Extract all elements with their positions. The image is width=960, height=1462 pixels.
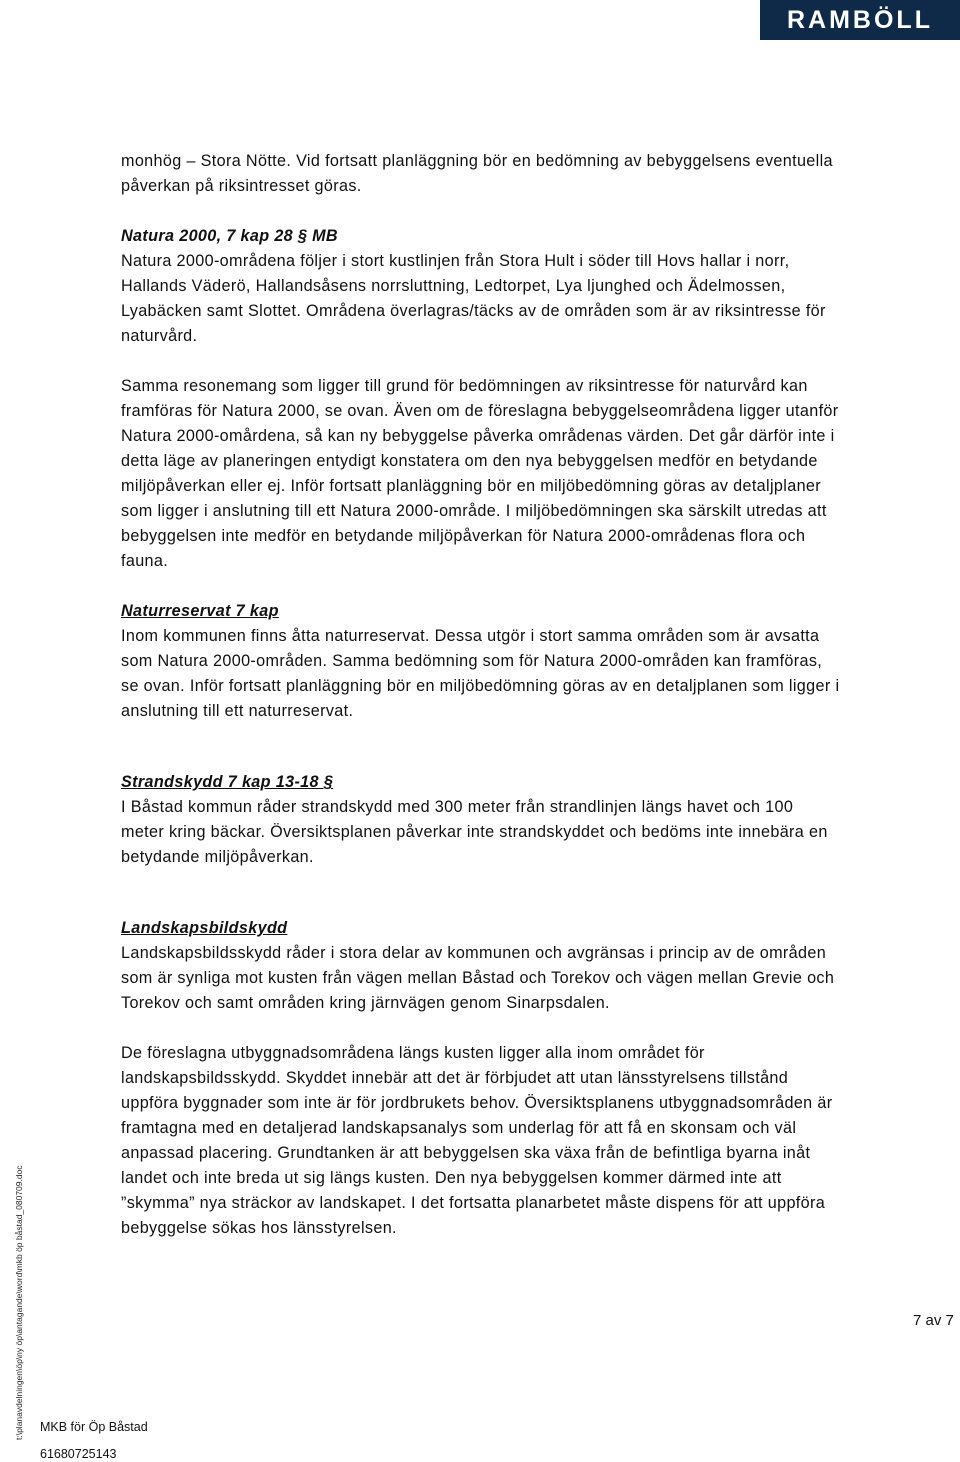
natura-paragraph-1: Natura 2000-områdena följer i stort kustlinjen från Stora Hult i söder till Hovs hallar i norr, Hallands Väderö, Hallandsåsens norrsluttning, Ledtorpet, Lya ljunghed och Ädelmossen, Lyabäcken samt Slottet. Områdena överlagras/täcks av de områden som är av riksintresse för naturvård.	[121, 252, 826, 345]
file-path: t:\planavdelningen\öp\ny öp\antagande\word\mkb öp båstad_080709.doc	[14, 1165, 24, 1440]
naturreservat-paragraph: Inom kommunen finns åtta naturreservat. Dessa utgör i stort samma områden som är avsatta som Natura 2000-områden. Samma bedömning som för Natura 2000-områden kan framföras, se ovan. Inför fortsatt planläggning bör en miljöbedömning göras av en detaljplanen som ligger i anslutning till ett naturreservat.	[121, 627, 840, 720]
landskap-paragraph-1: Landskapsbildsskydd råder i stora delar av kommunen och avgränsas i princip av de områden som är synliga mot kusten från vägen mellan Båstad och Torekov och vägen mellan Grevie och Torekov och samt områden kring järnvägen genom Sinarpsdalen.	[121, 944, 835, 1012]
page-number: 7 av 7	[913, 1312, 954, 1329]
naturreservat-heading: Naturreservat 7 kap	[121, 602, 279, 620]
footer-title: MKB för Öp Båstad	[40, 1420, 148, 1434]
natura-paragraph-2: Samma resonemang som ligger till grund för bedömningen av riksintresse för naturvård kan framföras för Natura 2000, se ovan. Även om de föreslagna bebyggelseområdena ligger utanför Natura 2000-omårdena, så kan ny bebyggelse påverka områdenas värden. Det går därför inte i detta läge av planeringen entydigt konstatera om den nya bebyggelsen medför en betydande miljöpåverkan eller ej. Inför fortsatt planläggning bör en miljöbedömning göras av detaljplaner som ligger i anslutning till ett Natura 2000-område. I miljöbedömningen ska särskilt utredas att bebyggelsen inte medför en betydande miljöpåverkan för Natura 2000-områdenas flora och fauna.	[121, 377, 839, 570]
intro-paragraph: monhög – Stora Nötte. Vid fortsatt planläggning bör en bedömning av bebyggelsens eventuella påverkan på riksintresset göras.	[121, 152, 833, 195]
footer-number: 61680725143	[40, 1447, 117, 1461]
ramboll-logo: RAMBÖLL	[760, 0, 960, 40]
landskap-paragraph-2: De föreslagna utbyggnadsområdena längs kusten ligger alla inom området för landskapsbildsskydd. Skyddet innebär att det är förbjudet att utan länsstyrelsens tillstånd uppföra byggnader som inte är för jordbrukets behov. Översiktsplanens utbyggnadsområden är framtagna med en detaljerad landskapsanalys som underlag för att få en skonsam och väl anpassad placering. Grundtanken är att bebyggelsen ska växa från de befintliga byarna inåt landet och inte breda ut sig längs kusten. Den nya bebyggelsen kommer därmed inte att ”skymma” nya sträckor av landskapet. I det fortsatta planarbetet måste dispens för att uppföra bebyggelse sökas hos länsstyrelsen.	[121, 1044, 833, 1237]
document-body	[121, 149, 841, 1241]
natura-heading: Natura 2000, 7 kap 28 § MB	[121, 227, 338, 245]
strandskydd-heading: Strandskydd 7 kap 13-18 §	[121, 773, 334, 791]
strandskydd-paragraph: I Båstad kommun råder strandskydd med 300 meter från strandlinjen längs havet och 100 meter kring bäckar. Översiktsplanen påverkar inte strandskyddet och bedöms inte innebära en betydande miljöpåverkan.	[121, 798, 828, 866]
landskap-heading: Landskapsbildskydd	[121, 919, 288, 937]
